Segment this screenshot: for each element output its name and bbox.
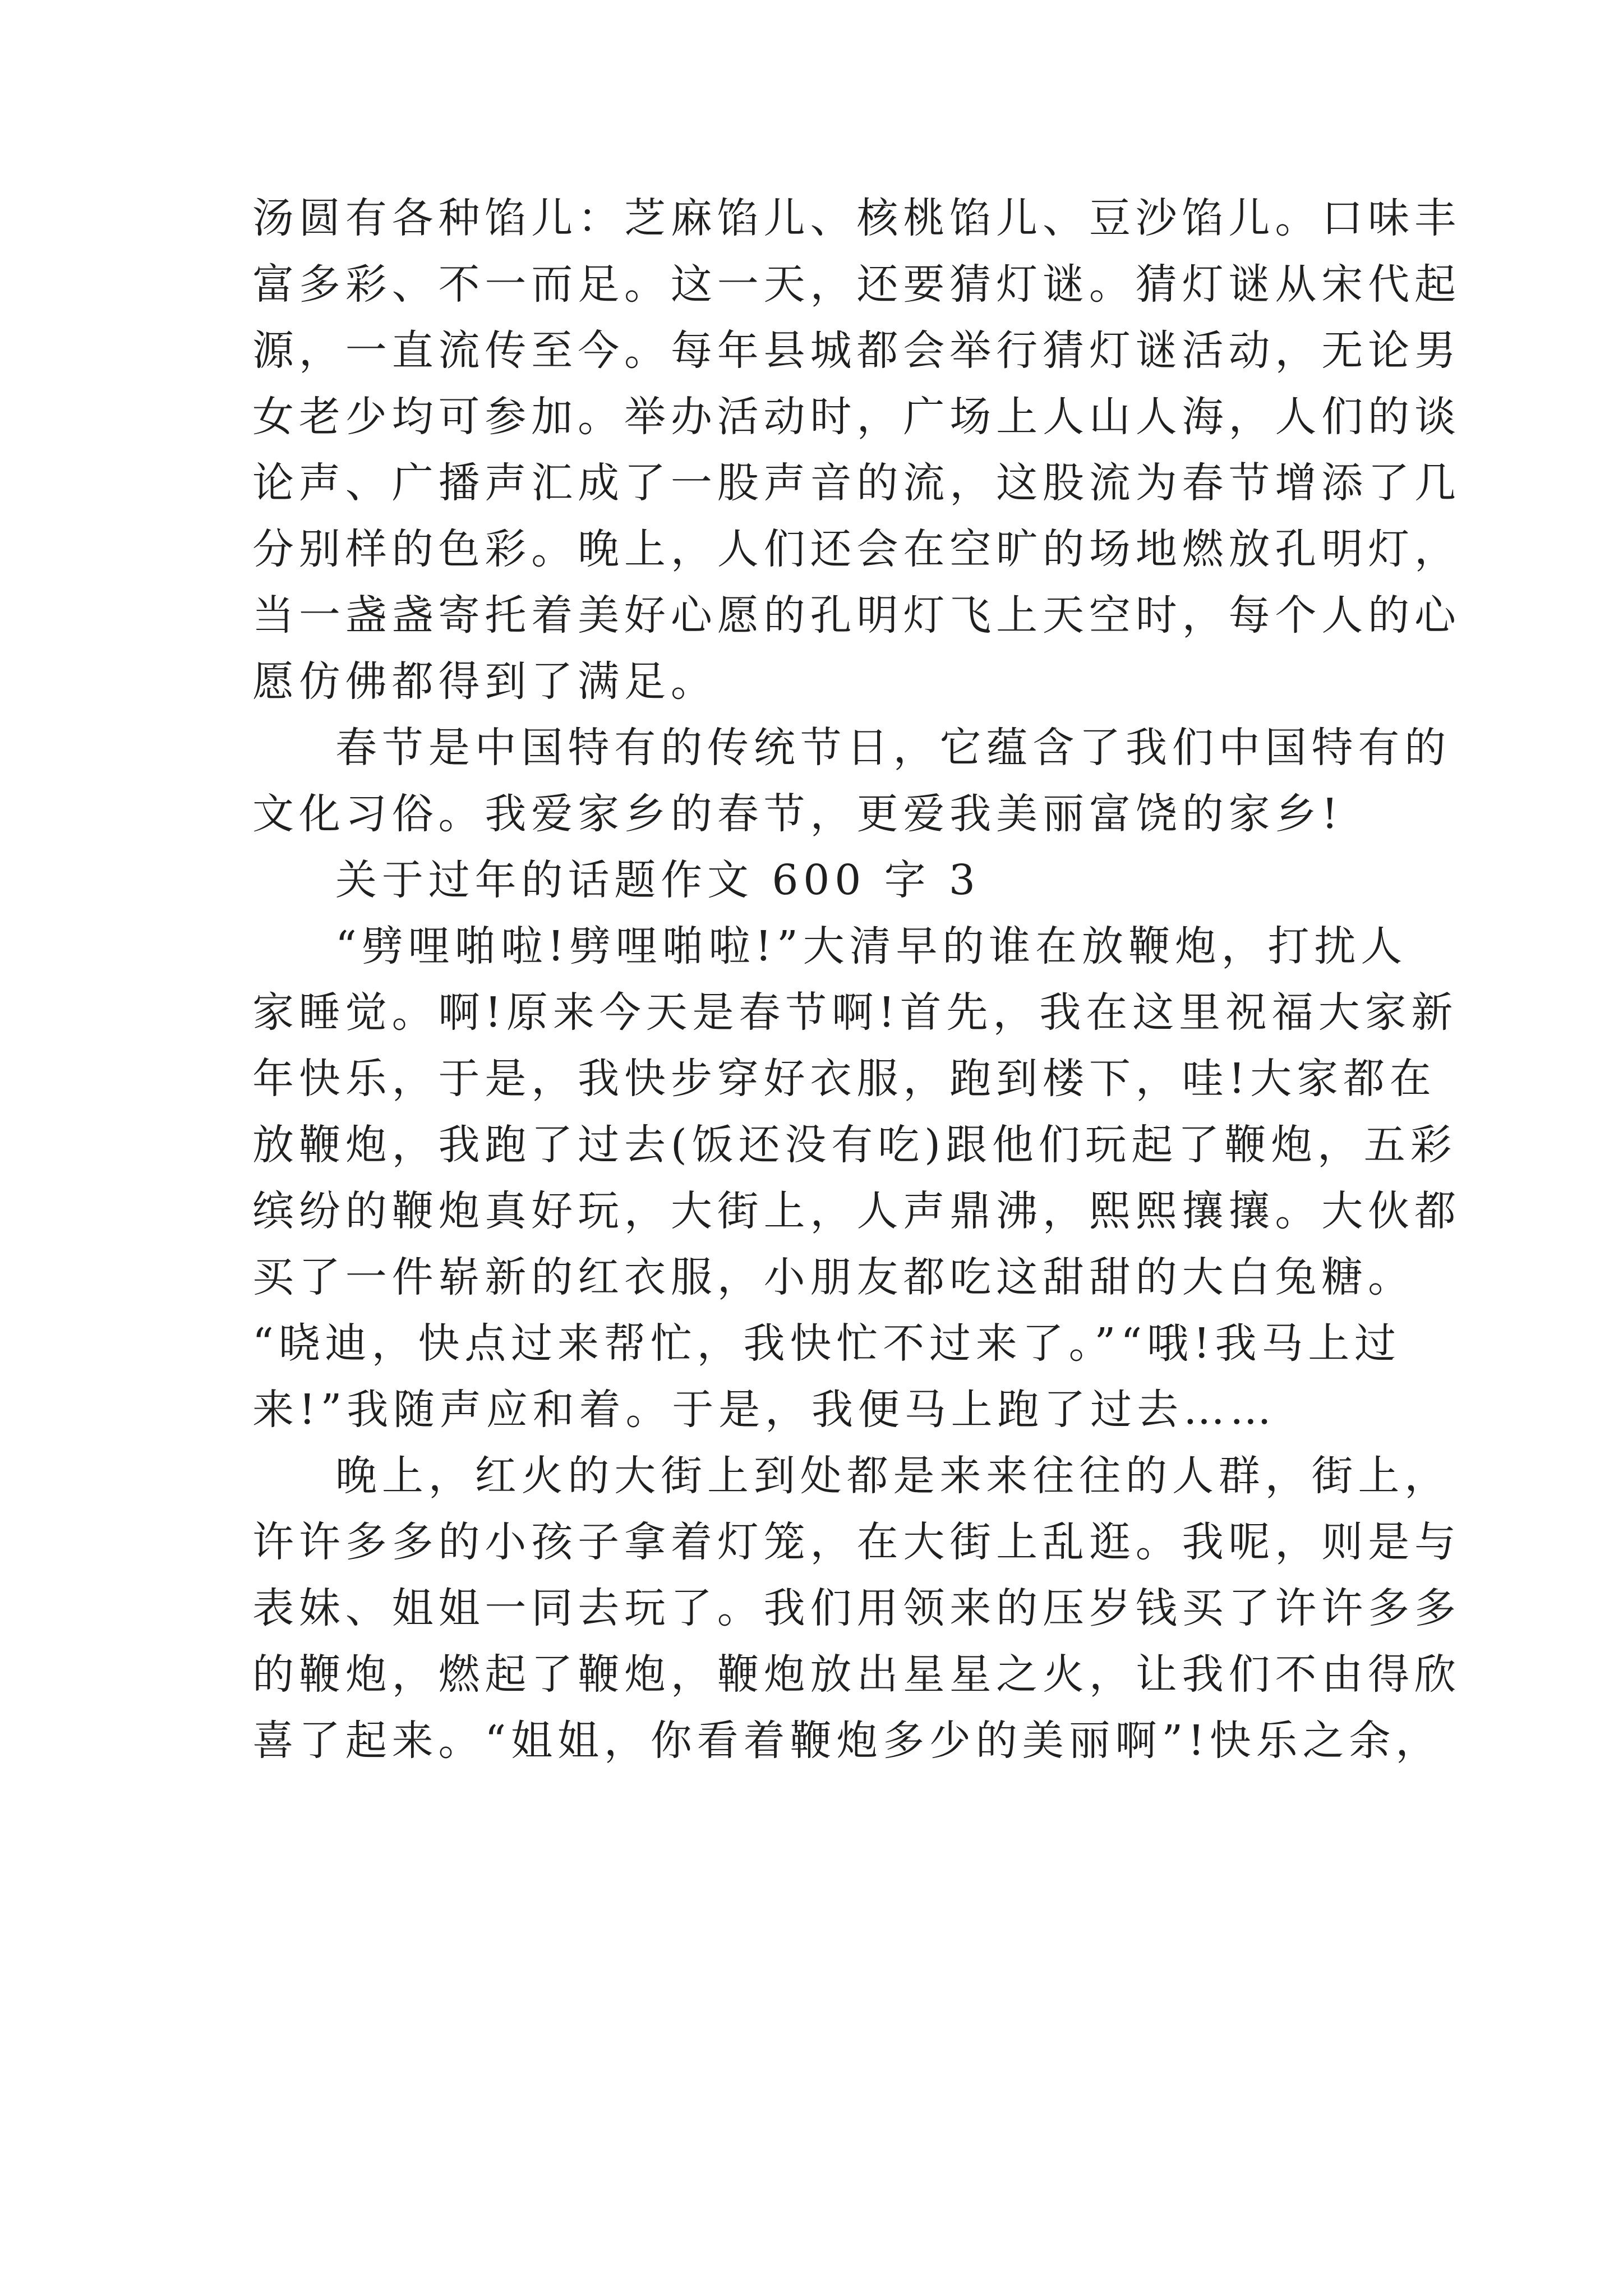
text-line: 年快乐，于是，我快步穿好衣服，跑到楼下，哇!大家都在 [252,1055,1436,1103]
text-line: 来!”我随声应和着。于是，我便马上跑了过去…… [252,1386,1276,1434]
text-line: 愿仿佛都得到了满足。 [252,657,717,706]
heading-line: 关于过年的话题作文 600 字 3 [335,856,980,904]
text-line: 缤纷的鞭炮真好玩，大街上，人声鼎沸，熙熙攘攘。大伙都 [252,1187,1461,1235]
paragraph-1 [252,185,1461,715]
text-line: 的鞭炮，燃起了鞭炮，鞭炮放出星星之火，让我们不由得欣 [252,1650,1461,1699]
text-line: 当一盏盏寄托着美好心愿的孔明灯飞上天空时，每个人的心 [252,591,1461,639]
text-line: 文化习俗。我爱家乡的春节，更爱我美丽富饶的家乡! [252,790,1343,838]
section-heading [252,847,1374,913]
text-line: 女老少均可参加。举办活动时，广场上人山人海，人们的谈 [252,393,1461,441]
text-line: 家睡觉。啊!原来今天是春节啊!首先，我在这里祝福大家新 [252,988,1458,1037]
text-line: 放鞭炮，我跑了过去(饭还没有吃)跟他们玩起了鞭炮，五彩 [252,1121,1457,1169]
text-line: 源，一直流传至今。每年县城都会举行猜灯谜活动，无论男 [252,326,1461,375]
paragraph-2 [252,715,1451,847]
text-line: 晚上，红火的大街上到处都是来来往往的人群，街上， [335,1452,1451,1500]
text-line: 富多彩、不一而足。这一天，还要猜灯谜。猜灯谜从宋代起 [252,260,1461,309]
text-line: 论声、广播声汇成了一股声音的流，这股流为春节增添了几 [252,459,1461,507]
text-line: “劈哩啪啦!劈哩啪啦!”大清早的谁在放鞭炮，打扰人 [335,922,1408,970]
text-line: 买了一件崭新的红衣服，小朋友都吃这甜甜的大白兔糖。 [252,1253,1414,1301]
paragraph-4 [252,1443,1461,1774]
text-line: 喜了起来。“姐姐，你看着鞭炮多少的美丽啊”!快乐之余， [252,1717,1442,1765]
paragraph-3 [252,913,1461,1443]
text-line: 表妹、姐姐一同去玩了。我们用领来的压岁钱买了许许多多 [252,1584,1461,1632]
text-line: 春节是中国特有的传统节日，它蕴含了我们中国特有的 [335,724,1451,772]
text-line: 许许多多的小孩子拿着灯笼，在大街上乱逛。我呢，则是与 [252,1518,1461,1566]
document-body [252,185,1461,1774]
text-line: 分别样的色彩。晚上，人们还会在空旷的场地燃放孔明灯， [252,525,1461,573]
text-line: “晓迪，快点过来帮忙，我快忙不过来了。”“哦!我马上过 [252,1319,1401,1368]
text-line: 汤圆有各种馅儿：芝麻馅儿、核桃馅儿、豆沙馅儿。口味丰 [252,194,1461,242]
